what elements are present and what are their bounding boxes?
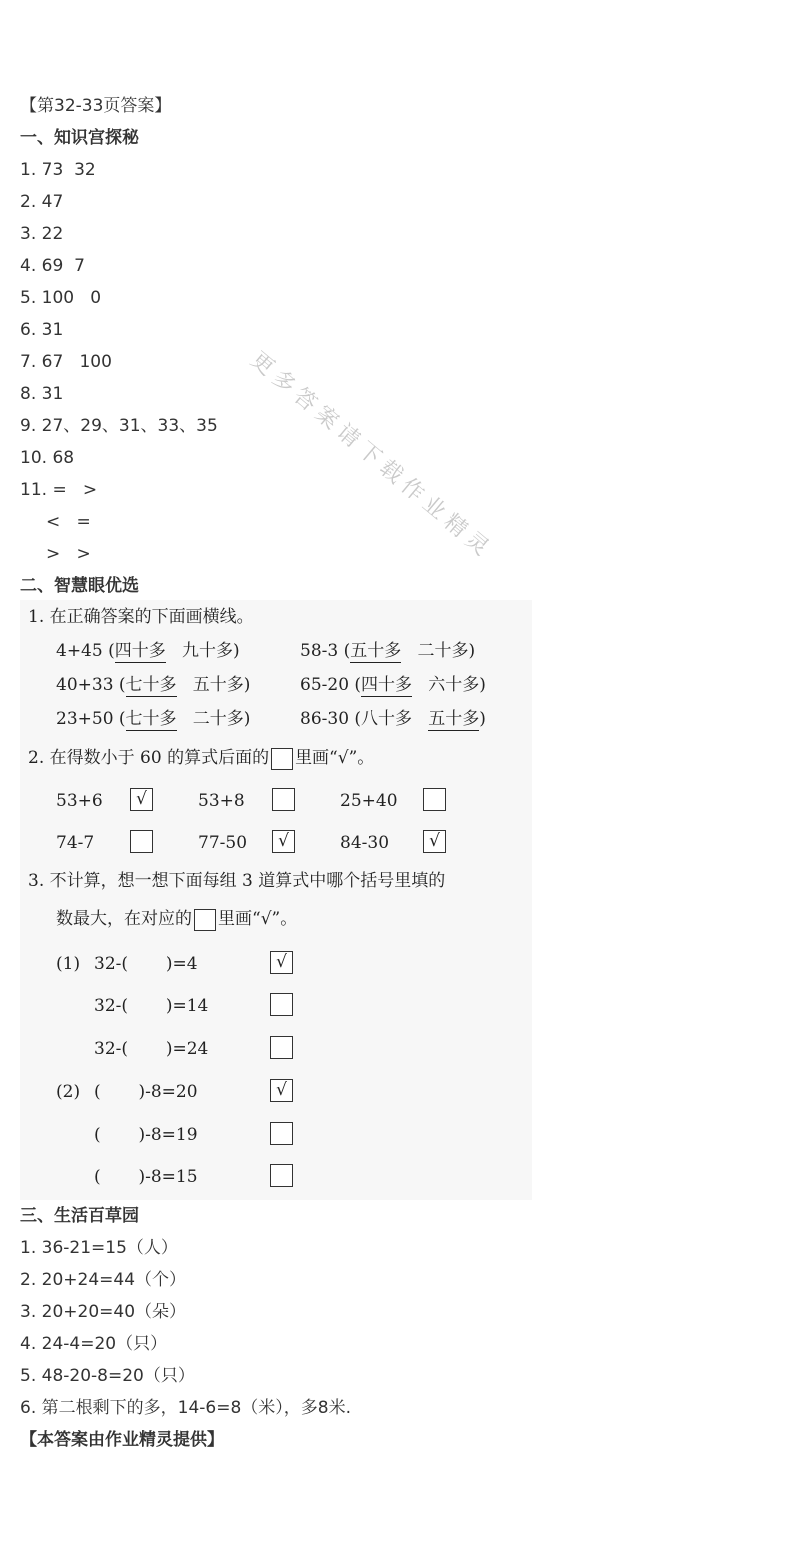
section1-answer: 6. 31 — [20, 320, 64, 340]
section1-answer: 5. 100 0 — [20, 288, 102, 308]
section1-answer: < = — [46, 512, 91, 532]
q3-checkbox[interactable] — [270, 993, 293, 1016]
q2-expr: 25+40 — [340, 791, 398, 811]
section3-answer: 3. 20+20=40（朵） — [20, 1302, 187, 1322]
section1-answer: 8. 31 — [20, 384, 64, 404]
q1-item: 58-3 (五十多 二十多) — [300, 641, 476, 661]
empty-box-icon — [271, 748, 293, 770]
section1-answer: 4. 69 7 — [20, 256, 85, 276]
watermark: 更多答案请下载作业精灵 — [245, 347, 498, 565]
q3-expr: 32-( )=14 — [94, 996, 209, 1016]
section2-title: 二、智慧眼优选 — [20, 576, 139, 596]
section1-answer: 3. 22 — [20, 224, 64, 244]
page-footer: 【本答案由作业精灵提供】 — [20, 1430, 224, 1450]
q3-checkbox[interactable]: √ — [270, 951, 293, 974]
section1-answer: 11. = > — [20, 480, 98, 500]
q2-expr: 53+6 — [56, 791, 103, 811]
q2-checkbox[interactable] — [423, 788, 446, 811]
section3-answer: 2. 20+24=44（个） — [20, 1270, 187, 1290]
empty-box-icon — [194, 909, 216, 931]
q2-checkbox[interactable]: √ — [423, 830, 446, 853]
section1-answer: 9. 27、29、31、33、35 — [20, 416, 218, 436]
q1-item: 40+33 (七十多 五十多) — [56, 675, 251, 695]
q2-expr: 74-7 — [56, 833, 95, 853]
q3-group-label: (1) — [56, 954, 81, 974]
q3-expr: ( )-8=19 — [94, 1125, 198, 1145]
q3-checkbox[interactable] — [270, 1036, 293, 1059]
section1-answer: 1. 73 32 — [20, 160, 96, 180]
section1-answer: > > — [46, 544, 91, 564]
q2-checkbox[interactable]: √ — [130, 788, 153, 811]
q2-checkbox[interactable]: √ — [272, 830, 295, 853]
q1-prompt: 1. 在正确答案的下面画横线。 — [28, 607, 254, 627]
q3-checkbox[interactable]: √ — [270, 1079, 293, 1102]
q3-group-label: (2) — [56, 1082, 81, 1102]
section1-answer: 7. 67 100 — [20, 352, 112, 372]
q2-checkbox[interactable] — [272, 788, 295, 811]
q3-expr: 32-( )=4 — [94, 954, 198, 974]
q3-expr: 32-( )=24 — [94, 1039, 209, 1059]
q3-expr: ( )-8=15 — [94, 1167, 198, 1187]
section3-answer: 1. 36-21=15（人） — [20, 1238, 178, 1258]
q1-item: 23+50 (七十多 二十多) — [56, 709, 251, 729]
q1-item: 4+45 (四十多 九十多) — [56, 641, 240, 661]
q3-checkbox[interactable] — [270, 1164, 293, 1187]
q2-expr: 84-30 — [340, 833, 390, 853]
section3-answer: 4. 24-4=20（只） — [20, 1334, 168, 1354]
q3-prompt: 3. 不计算，想一想下面每组 3 道算式中哪个括号里填的 — [28, 871, 446, 891]
section3-title: 三、生活百草园 — [20, 1206, 139, 1226]
scanned-worksheet — [20, 600, 532, 1200]
q1-item: 65-20 (四十多 六十多) — [300, 675, 486, 695]
section1-title: 一、知识宫探秘 — [20, 128, 139, 148]
section1-answer: 10. 68 — [20, 448, 75, 468]
q3-expr: ( )-8=20 — [94, 1082, 198, 1102]
page-header: 【第32-33页答案】 — [20, 96, 172, 116]
q2-prompt: 2. 在得数小于 60 的算式后面的 里画“√”。 — [28, 748, 375, 768]
q3-prompt: 数最大，在对应的 里画“√”。 — [56, 909, 298, 929]
q1-item: 86-30 (八十多 五十多) — [300, 709, 486, 729]
q3-checkbox[interactable] — [270, 1122, 293, 1145]
q2-checkbox[interactable] — [130, 830, 153, 853]
section3-answer: 6. 第二根剩下的多，14-6=8（米），多8米. — [20, 1398, 351, 1418]
section3-answer: 5. 48-20-8=20（只） — [20, 1366, 195, 1386]
section1-answer: 2. 47 — [20, 192, 64, 212]
q2-expr: 53+8 — [198, 791, 245, 811]
q2-expr: 77-50 — [198, 833, 248, 853]
